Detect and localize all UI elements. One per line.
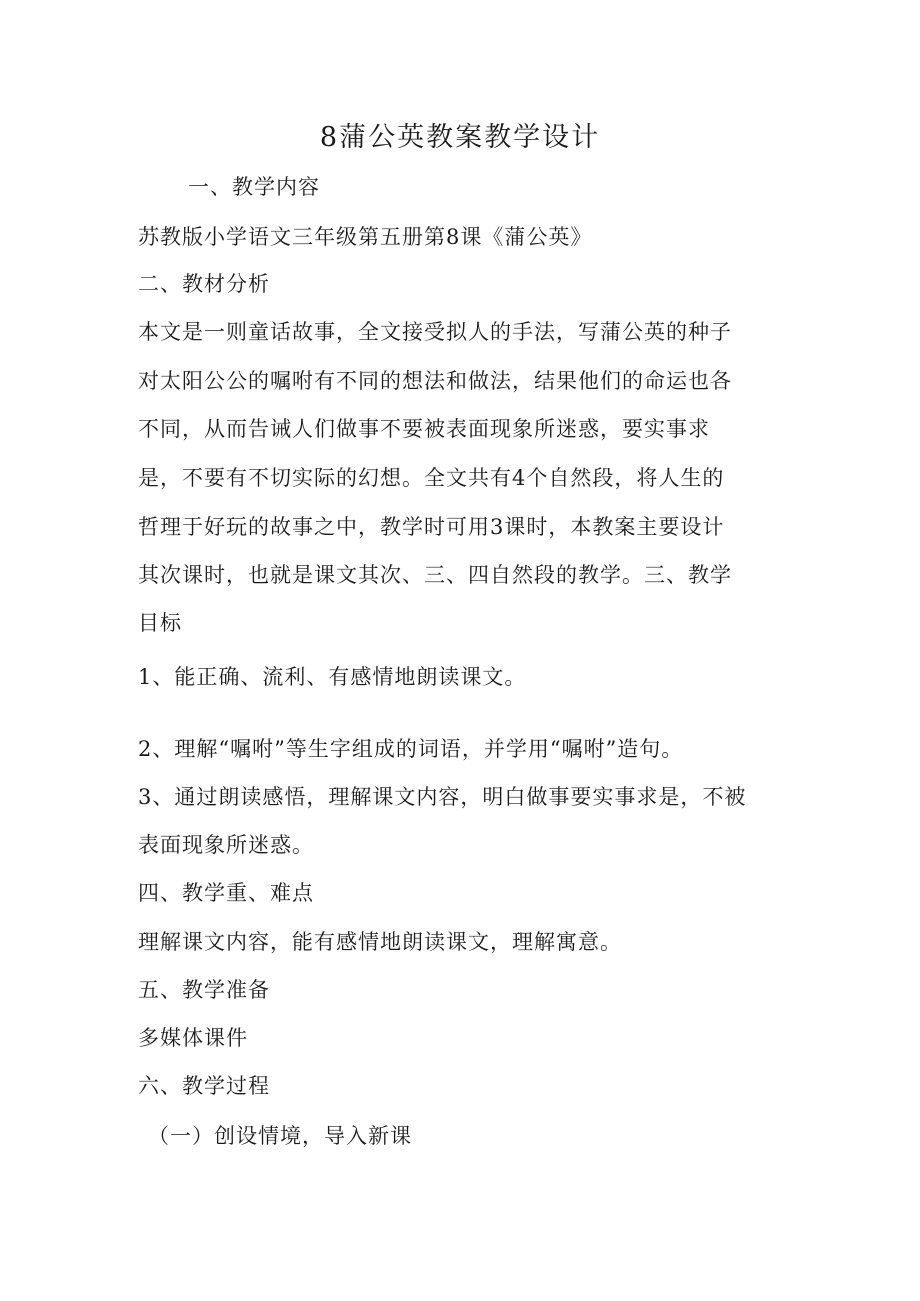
goal-item: 3、通过朗读感悟，理解课文内容，明白做事要实事求是，不被 (138, 785, 747, 809)
section-1-heading: 一、教学内容 (188, 175, 320, 199)
analysis-line: 本文是一则童话故事，全文接受拟人的手法，写蒲公英的种子 (138, 320, 732, 344)
goal-item: 表面现象所迷惑。 (138, 833, 314, 857)
analysis-line: 其次课时，也就是课文其次、三、四自然段的教学。三、教学 (138, 563, 732, 587)
section-4-text: 理解课文内容，能有感情地朗读课文，理解寓意。 (138, 930, 622, 954)
analysis-line: 不同，从而告诫人们做事不要被表面现象所迷惑，要实事求 (138, 417, 710, 441)
goal-item: 2、理解“嘱咐”等生字组成的词语，并学用“嘱咐”造句。 (138, 737, 684, 761)
analysis-line: 目标 (138, 611, 182, 635)
section-2-heading: 二、教材分析 (138, 272, 270, 296)
section-1-text: 苏教版小学语文三年级第五册第8课《蒲公英》 (138, 225, 593, 249)
section-6-subheading: （一）创设情境，导入新课 (148, 1124, 412, 1148)
section-5-heading: 五、教学准备 (138, 978, 270, 1002)
analysis-line: 哲理于好玩的故事之中，教学时可用3课时，本教案主要设计 (138, 515, 725, 539)
analysis-line: 对太阳公公的嘱咐有不同的想法和做法，结果他们的命运也各 (138, 369, 732, 393)
section-5-text: 多媒体课件 (138, 1026, 248, 1050)
section-6-heading: 六、教学过程 (138, 1074, 270, 1098)
analysis-line: 是，不要有不切实际的幻想。全文共有4个自然段，将人生的 (138, 466, 725, 490)
section-4-heading: 四、教学重、难点 (138, 881, 314, 905)
goal-item: 1、能正确、流利、有感情地朗读课文。 (138, 665, 527, 689)
document-title: 8蒲公英教案教学设计 (319, 122, 601, 153)
